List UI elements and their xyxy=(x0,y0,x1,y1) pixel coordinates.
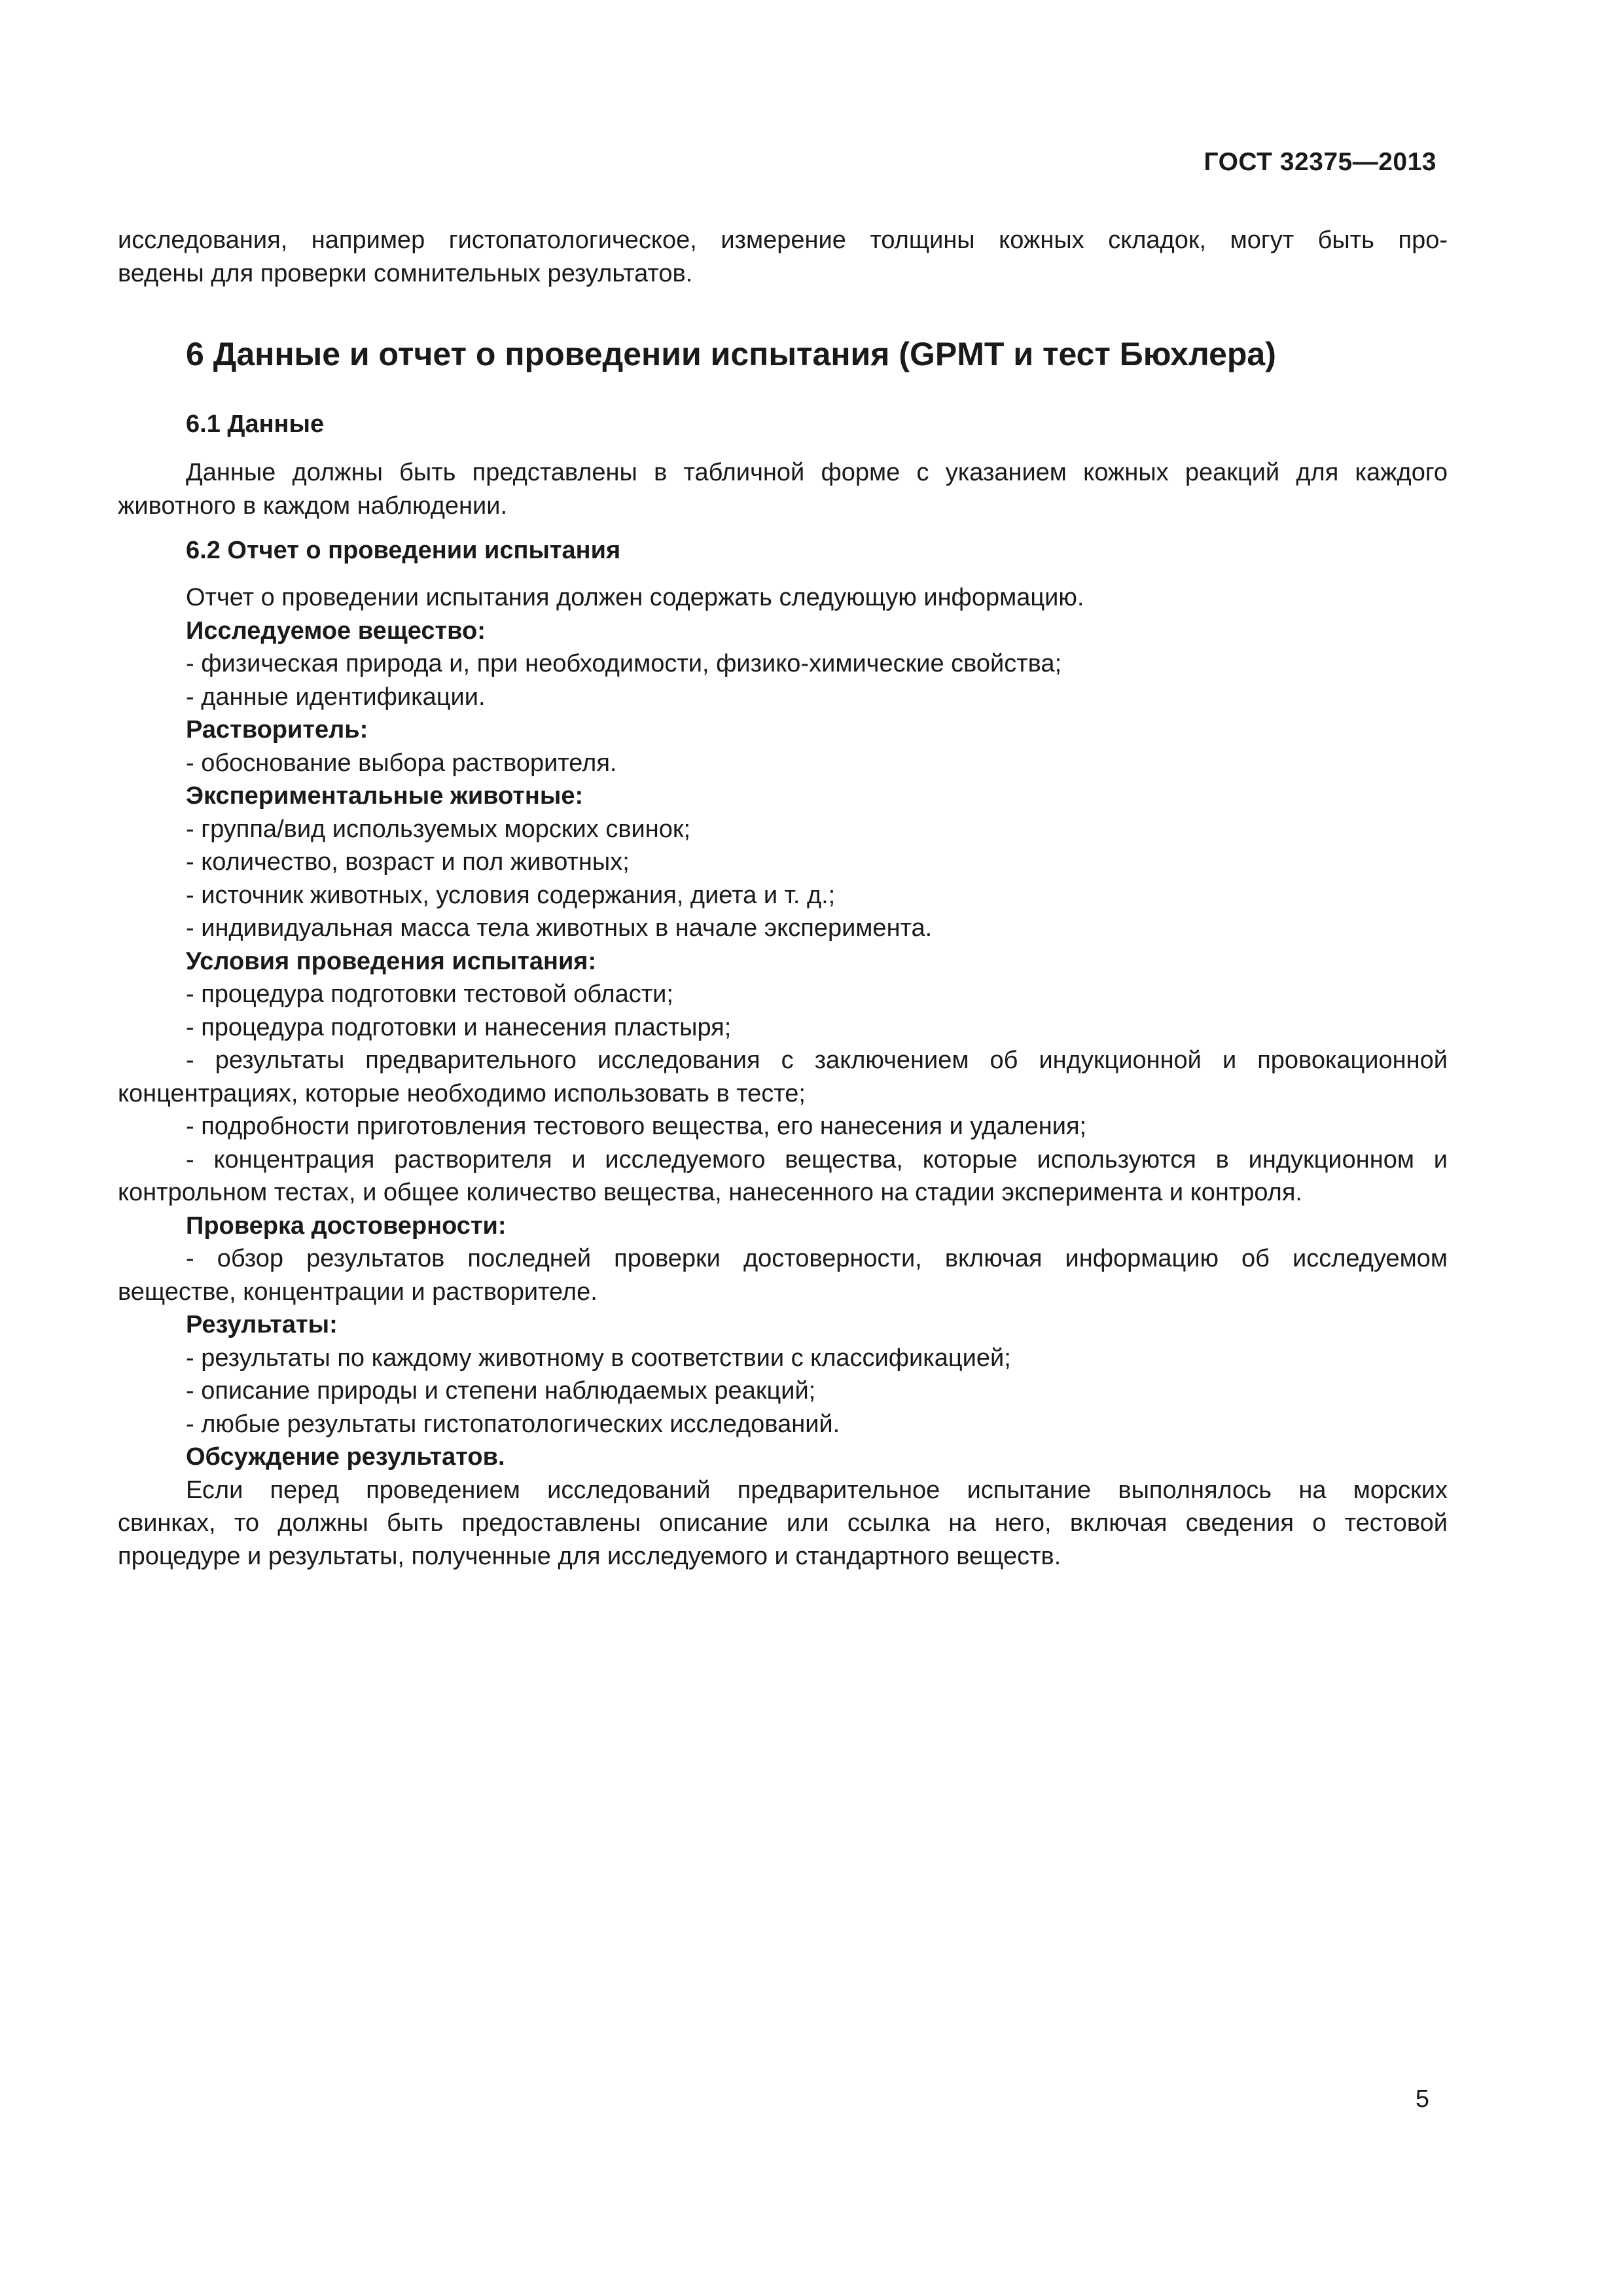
list-item: - данные идентификации. xyxy=(186,683,486,711)
document-code: ГОСТ 32375—2013 xyxy=(1204,148,1436,176)
solvent-heading: Растворитель: xyxy=(186,716,368,744)
list-item: - обоснование выбора растворителя. xyxy=(186,749,617,777)
list-item: - физическая природа и, при необходимости, физико-химические свойства; xyxy=(186,650,1062,677)
list-item-continuation: концентрациях, которые необходимо использовать в тесте; xyxy=(118,1079,806,1107)
list-item: - концентрация растворителя и исследуемого вещества, которые используются в индукционном и xyxy=(186,1145,1448,1174)
discussion-line-3: процедуре и результаты, полученные для исследуемого и стандартного веществ. xyxy=(118,1542,1061,1570)
list-item: - подробности приготовления тестового вещества, его нанесения и удаления; xyxy=(186,1113,1087,1140)
report-contents xyxy=(118,581,1448,1573)
list-item: - любые результаты гистопатологических исследований. xyxy=(186,1410,840,1438)
list-item: - процедура подготовки тестовой области; xyxy=(186,980,673,1008)
reliability-heading: Проверка достоверности: xyxy=(186,1211,507,1240)
report-lead: Отчет о проведении испытания должен содержать следующую информацию. xyxy=(186,584,1084,611)
discussion-line-1: Если перед проведением исследований предварительное испытание выполнялось на морских xyxy=(186,1476,1448,1504)
list-item: - источник животных, условия содержания, диета и т. д.; xyxy=(186,881,836,909)
list-item-continuation: контрольном тестах, и общее количество вещества, нанесенного на стадии эксперимента и контроля. xyxy=(118,1179,1302,1206)
test-substance-heading: Исследуемое вещество: xyxy=(186,617,486,645)
intro-line-2: ведены для проверки сомнительных результатов. xyxy=(118,259,693,287)
list-item: - результаты по каждому животному в соответствии с классификацией; xyxy=(186,1344,1011,1372)
list-item-continuation: веществе, концентрации и растворителе. xyxy=(118,1278,597,1306)
section-6-1-line-1: Данные должны быть представлены в табличной форме с указанием кожных реакций для каждого xyxy=(186,459,1448,486)
section-6-1-line-2: животного в каждом наблюдении. xyxy=(118,492,508,520)
list-item: - обзор результатов последней проверки достоверности, включая информацию об исследуемом xyxy=(186,1245,1448,1272)
list-item: - процедура подготовки и нанесения пластыря; xyxy=(186,1013,732,1041)
section-6-title: 6 Данные и отчет о проведении испытания (GPMT и тест Бюхлера) xyxy=(186,336,1276,372)
page-number: 5 xyxy=(1415,2085,1429,2113)
intro-line-1: исследования, например гистопатологическое, измерение толщины кожных складок, могут быть про- xyxy=(118,226,1448,254)
conditions-heading: Условия проведения испытания: xyxy=(186,947,597,975)
list-item: - результаты предварительного исследования с заключением об индукционной и провокационной xyxy=(186,1047,1448,1074)
list-item: - описание природы и степени наблюдаемых реакций; xyxy=(186,1377,816,1405)
results-heading: Результаты: xyxy=(186,1311,338,1338)
section-6-2-title: 6.2 Отчет о проведении испытания xyxy=(186,537,621,564)
section-6-1-paragraph xyxy=(118,456,1448,522)
section-6-1-title: 6.1 Данные xyxy=(186,410,325,438)
list-item: - индивидуальная масса тела животных в начале эксперимента. xyxy=(186,914,933,942)
discussion-line-2: свинках, то должны быть предоставлены описание или ссылка на него, включая сведения о тестовой xyxy=(118,1509,1448,1537)
list-item: - количество, возраст и пол животных; xyxy=(186,848,630,876)
page-content xyxy=(118,224,1448,1573)
discussion-heading: Обсуждение результатов. xyxy=(186,1443,505,1471)
list-item: - группа/вид используемых морских свинок; xyxy=(186,815,691,843)
animals-heading: Экспериментальные животные: xyxy=(186,782,584,810)
